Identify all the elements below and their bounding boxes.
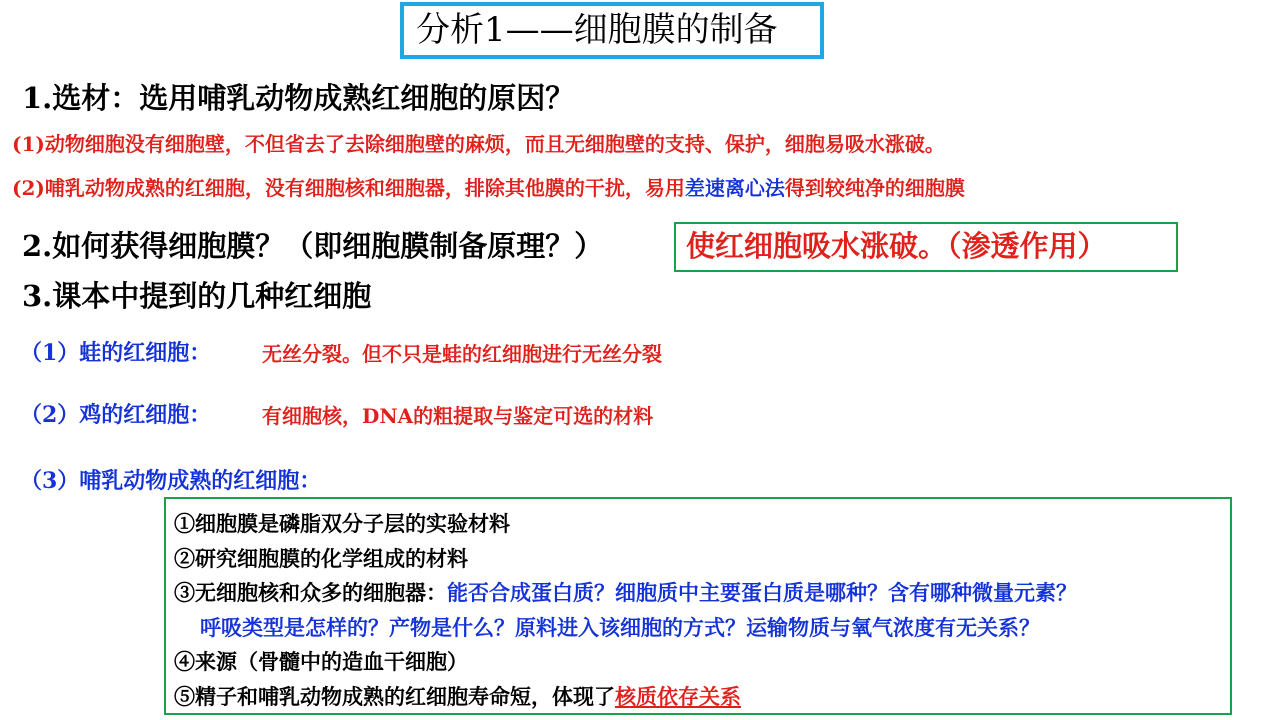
chicken-rbc-label: （2）鸡的红细胞： (20, 402, 212, 428)
notes-box (164, 497, 1232, 715)
reason-2 (12, 172, 965, 201)
chicken-rbc-desc: 有细胞核，DNA的粗提取与鉴定可选的材料 (262, 404, 654, 428)
reason-1: (1)动物细胞没有细胞壁，不但省去了去除细胞壁的麻烦，而且无细胞壁的支持、保护，细胞易吸水涨破。 (12, 132, 945, 156)
note-1: ①细胞膜是磷脂双分子层的实验材料 (174, 511, 510, 536)
note-3-questions-cont: 呼吸类型是怎样的？产物是什么？原料进入该细胞的方式？运输物质与氧气浓度有无关系？ (200, 614, 1040, 640)
reason-2-part-1: (2)哺乳动物成熟的红细胞，没有细胞核和细胞器，排除其他膜的干扰，易用 (12, 176, 685, 200)
reason-2-part-3: 得到较纯净的细胞膜 (784, 176, 965, 200)
question-3: 3.课本中提到的几种红细胞 (22, 279, 372, 313)
reason-2-method: 差速离心法 (684, 176, 785, 200)
note-2: ②研究细胞膜的化学组成的材料 (174, 545, 468, 571)
note-5-highlight: 核质依存关系 (615, 683, 741, 709)
note-3-lead: ③无细胞核和众多的细胞器： (174, 580, 447, 605)
note-3-questions: 能否合成蛋白质？细胞质中主要蛋白质是哪种？含有哪种微量元素？ (447, 580, 1077, 605)
answer-box: 使红细胞吸水涨破。（渗透作用） (674, 222, 1178, 272)
note-5 (174, 680, 1230, 715)
frog-rbc-desc: 无丝分裂。但不只是蛙的红细胞进行无丝分裂 (262, 342, 662, 366)
mammal-rbc-label: （3）哺乳动物成熟的红细胞： (20, 468, 322, 494)
note-3 (174, 576, 1230, 611)
frog-rbc-label: （1）蛙的红细胞： (20, 340, 212, 366)
page-title: 分析1——细胞膜的制备 (400, 2, 824, 59)
note-5-lead: ⑤精子和哺乳动物成熟的红细胞寿命短，体现了 (174, 683, 615, 709)
question-2: 2.如何获得细胞膜？（即细胞膜制备原理？） (22, 229, 604, 263)
note-4: ④来源（骨髓中的造血干细胞） (174, 649, 468, 674)
question-1: 1.选材：选用哺乳动物成熟红细胞的原因？ (22, 81, 575, 115)
